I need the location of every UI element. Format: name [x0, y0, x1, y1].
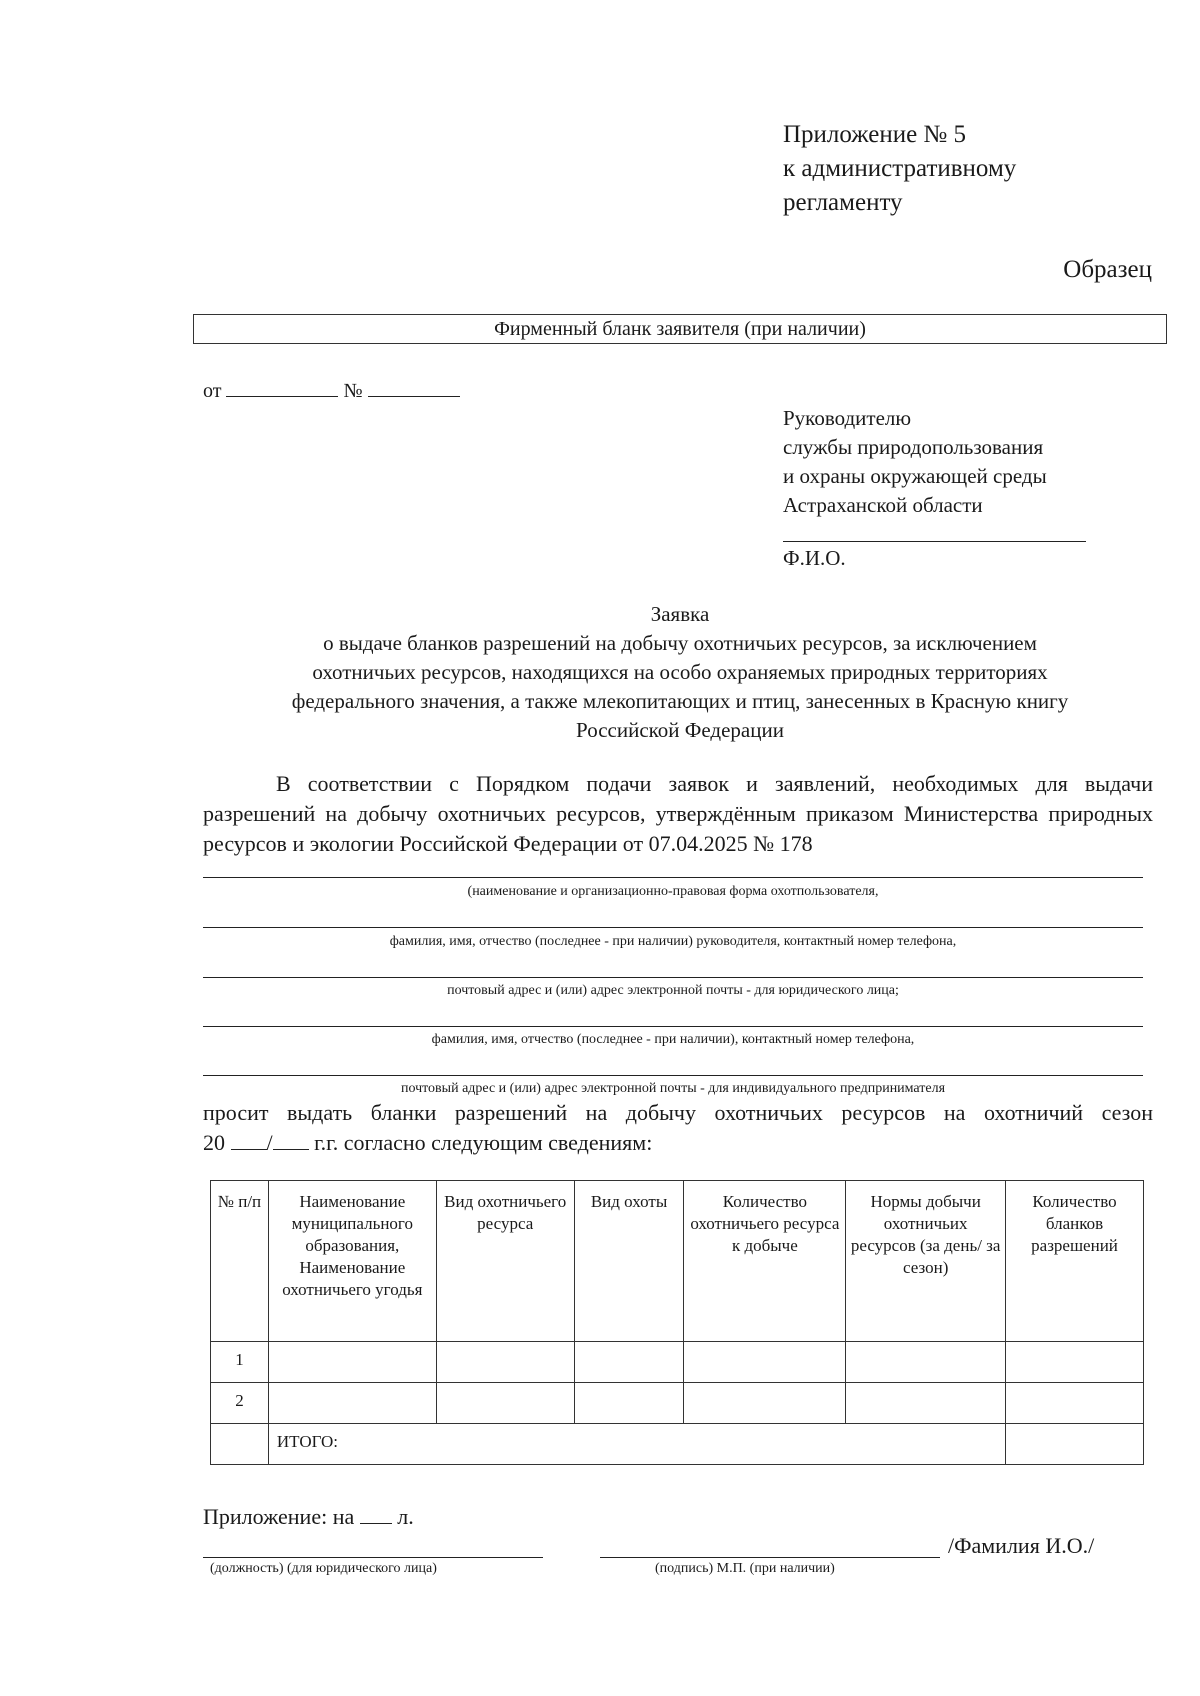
annex-line-2: к административному — [783, 155, 1017, 182]
number-label: № — [343, 380, 363, 402]
header-resource-type: Вид охотничьего ресурса — [436, 1181, 574, 1342]
row-number: 1 — [211, 1342, 269, 1383]
addressee-line-1: Руководителю — [783, 406, 912, 430]
table-cell[interactable] — [846, 1383, 1006, 1424]
fill-line-1[interactable] — [203, 877, 1143, 878]
signature-caption: (подпись) М.П. (при наличии) — [655, 1561, 835, 1576]
request-line-1: просит выдать бланки разрешений на добычу охотничьих ресурсов на охотничий сезон — [203, 1100, 1153, 1125]
field-caption-5: почтовый адрес и (или) адрес электронной почты - для индивидуального предпринимателя — [400, 1081, 946, 1096]
from-number-line — [203, 376, 460, 403]
table-cell[interactable] — [1006, 1342, 1144, 1383]
title-heading: Заявка — [650, 602, 710, 626]
table-cell[interactable] — [268, 1342, 436, 1383]
header-harvest-norms: Нормы добычи охотничьих ресурсов (за день/ за сезон) — [846, 1181, 1006, 1342]
table-header-row — [211, 1181, 1144, 1342]
fill-line-4[interactable] — [203, 1026, 1143, 1027]
annex-line-1: Приложение № 5 — [783, 121, 967, 148]
field-caption-2: фамилия, имя, отчество (последнее - при наличии) руководителя, контактный номер телефона, — [389, 934, 957, 949]
field-caption-4: фамилия, имя, отчество (последнее - при наличии), контактный номер телефона, — [431, 1032, 915, 1047]
from-label: от — [203, 380, 222, 402]
annex-header — [783, 118, 1113, 220]
request-line-2-suffix: г.г. согласно следующим сведениям: — [314, 1130, 653, 1155]
addressee-line-2: службы природопользования — [783, 435, 1044, 459]
field-caption-1: (наименование и организационно-правовая форма охотпользователя, — [467, 884, 879, 899]
table-cell[interactable] — [1006, 1383, 1144, 1424]
table-cell[interactable] — [684, 1342, 846, 1383]
position-caption: (должность) (для юридического лица) — [210, 1561, 437, 1576]
request-table — [210, 1180, 1144, 1465]
header-municipality: Наименование муниципального образования, Наименование охотничьего угодья — [268, 1181, 436, 1342]
table-cell[interactable] — [268, 1383, 436, 1424]
field-caption-3: почтовый адрес и (или) адрес электронной почты - для юридического лица; — [447, 983, 899, 998]
document-title — [210, 600, 1150, 745]
header-number: № п/п — [211, 1181, 269, 1342]
season-end-blank[interactable] — [273, 1129, 309, 1150]
table-cell[interactable] — [436, 1342, 574, 1383]
table-row — [211, 1342, 1144, 1383]
sample-label: Образец — [1063, 256, 1152, 283]
header-resource-quantity: Количество охотничьего ресурса к добыче — [684, 1181, 846, 1342]
table-cell[interactable] — [574, 1383, 684, 1424]
table-cell[interactable] — [574, 1342, 684, 1383]
header-hunt-type: Вид охоты — [574, 1181, 684, 1342]
fio-signature-line[interactable] — [783, 541, 1086, 542]
table-cell[interactable] — [684, 1383, 846, 1424]
title-line-4: Российской Федерации — [576, 718, 784, 742]
addressee-line-3: и охраны окружающей среды — [783, 464, 1047, 488]
date-blank[interactable] — [226, 376, 338, 397]
attachment-prefix: Приложение: на — [203, 1504, 355, 1529]
attachment-line — [203, 1503, 414, 1530]
row-number: 2 — [211, 1383, 269, 1424]
total-value-cell[interactable] — [1006, 1424, 1144, 1465]
table-row — [211, 1383, 1144, 1424]
request-paragraph — [203, 1098, 1153, 1158]
position-signature-line[interactable] — [203, 1557, 543, 1558]
attachment-pages-blank[interactable] — [360, 1503, 392, 1524]
body-paragraph: В соответствии с Порядком подачи заявок и заявлений, необходимых для выдачи разрешений на добычу охотничьих ресурсов, утверждённым приказом Министерства природных ресурсов и экологии Российской Федерации от 07.04.2025 № 178 — [203, 771, 1153, 856]
fill-line-2[interactable] — [203, 927, 1143, 928]
fill-line-5[interactable] — [203, 1075, 1143, 1076]
total-label: ИТОГО: — [268, 1424, 1005, 1465]
addressee-block — [783, 404, 1113, 520]
header-permit-count: Количество бланков разрешений — [1006, 1181, 1144, 1342]
letterhead-box: Фирменный бланк заявителя (при наличии) — [193, 314, 1167, 344]
number-blank[interactable] — [368, 376, 460, 397]
table-cell[interactable] — [436, 1383, 574, 1424]
signatory-name: /Фамилия И.О./ — [948, 1533, 1095, 1558]
table-cell — [211, 1424, 269, 1465]
table-cell[interactable] — [846, 1342, 1006, 1383]
addressee-line-4: Астраханской области — [783, 493, 983, 517]
fio-caption: Ф.И.О. — [783, 546, 846, 570]
annex-line-3: регламенту — [783, 189, 903, 216]
table-total-row — [211, 1424, 1144, 1465]
fill-line-3[interactable] — [203, 977, 1143, 978]
season-year-prefix: 20 — [203, 1130, 225, 1155]
title-line-1: о выдаче бланков разрешений на добычу охотничьих ресурсов, за исключением — [323, 631, 1037, 655]
signature-line[interactable] — [600, 1557, 940, 1558]
attachment-suffix: л. — [397, 1504, 414, 1529]
title-line-3: федерального значения, а также млекопитающих и птиц, занесенных в Красную книгу — [291, 689, 1069, 713]
title-line-2: охотничьих ресурсов, находящихся на особо охраняемых природных территориях — [312, 660, 1048, 684]
request-line-2: 20 / г.г. согласно следующим сведениям: — [203, 1130, 653, 1155]
season-start-blank[interactable] — [231, 1129, 267, 1150]
